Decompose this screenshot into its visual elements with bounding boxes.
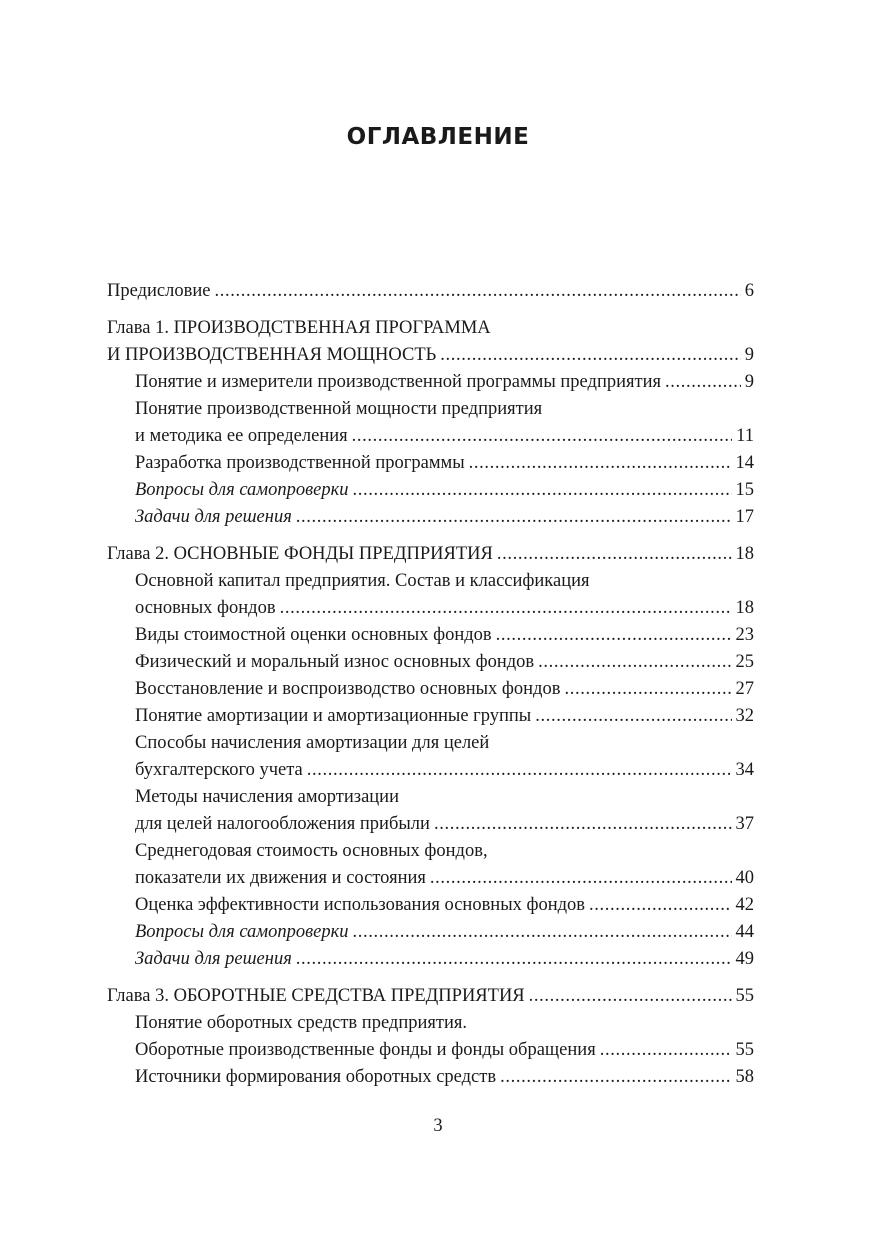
toc-page-number: 11 <box>736 426 754 446</box>
toc-chapter-entry[interactable] <box>107 541 754 568</box>
toc-page-number: 18 <box>735 598 754 618</box>
dot-leader <box>307 757 732 784</box>
toc-section-entry[interactable] <box>135 568 754 622</box>
toc-page-number: 25 <box>735 652 754 672</box>
toc-entry-title: Виды стоимостной оценки основных фондов <box>135 625 492 645</box>
toc-entry-title: основных фондов <box>135 598 276 618</box>
toc-entry-title-line: Способы начисления амортизации для целей <box>135 733 490 753</box>
toc-entry-title-line: Основной капитал предприятия. Состав и классификация <box>135 571 590 591</box>
toc-page-number: 42 <box>735 895 754 915</box>
toc-page-number: 55 <box>735 1040 754 1060</box>
toc-entry-title-line: Понятие оборотных средств предприятия. <box>135 1013 468 1033</box>
toc-page-number: 49 <box>735 949 754 969</box>
toc-section-entry[interactable] <box>135 649 754 676</box>
toc-entry-title: Глава 3. ОБОРОТНЫЕ СРЕДСТВА ПРЕДПРИЯТИЯ <box>107 986 525 1006</box>
toc-entry-title-line: Понятие производственной мощности предприятия <box>135 399 543 419</box>
toc-entry-title-line: Среднегодовая стоимость основных фондов, <box>135 841 488 861</box>
toc-section-entry[interactable] <box>135 919 754 946</box>
toc-section-entry[interactable] <box>135 730 754 784</box>
dot-leader <box>280 595 732 622</box>
toc-entry-title: показатели их движения и состояния <box>135 868 426 888</box>
toc-entry-title: Вопросы для самопроверки <box>135 922 349 942</box>
toc-page-number: 37 <box>735 814 754 834</box>
toc-section-entry[interactable] <box>135 703 754 730</box>
toc-page-number: 23 <box>735 625 754 645</box>
dot-leader <box>496 622 732 649</box>
toc-section-entry[interactable] <box>135 396 754 450</box>
toc-section-entry[interactable] <box>135 1064 754 1091</box>
toc-section-entry[interactable] <box>135 450 754 477</box>
toc-entry-title: Физический и моральный износ основных фондов <box>135 652 535 672</box>
toc-page-number: 27 <box>735 679 754 699</box>
toc-section-entry[interactable] <box>135 892 754 919</box>
toc-page-number: 58 <box>735 1067 754 1087</box>
toc-page-number: 15 <box>735 480 754 500</box>
toc-page-number: 34 <box>735 760 754 780</box>
toc-entry-title: Понятие амортизации и амортизационные группы <box>135 706 532 726</box>
toc-entry-title: Задачи для решения <box>135 949 292 969</box>
toc-entry-title: Глава 2. ОСНОВНЫЕ ФОНДЫ ПРЕДПРИЯТИЯ <box>107 544 493 564</box>
dot-leader <box>564 676 731 703</box>
toc-entry-title-line: Глава 1. ПРОИЗВОДСТВЕННАЯ ПРОГРАММА <box>107 318 491 338</box>
dot-leader <box>535 703 731 730</box>
toc-section-entry[interactable] <box>135 477 754 504</box>
toc-page-number: 55 <box>735 986 754 1006</box>
toc-chapter-entry[interactable] <box>107 315 754 369</box>
toc-section-entry[interactable] <box>135 946 754 973</box>
dot-leader <box>529 983 732 1010</box>
toc-entry-title: Оборотные производственные фонды и фонды обращения <box>135 1040 596 1060</box>
toc-entry-title: бухгалтерского учета <box>135 760 303 780</box>
dot-leader <box>440 342 740 369</box>
toc-entry-title: Восстановление и воспроизводство основных фондов <box>135 679 561 699</box>
toc-section-entry[interactable] <box>135 676 754 703</box>
dot-leader <box>296 946 732 973</box>
page-number: 3 <box>433 1116 443 1136</box>
toc-entry-title: И ПРОИЗВОДСТВЕННАЯ МОЩНОСТЬ <box>107 345 437 365</box>
dot-leader <box>296 504 732 531</box>
dot-leader <box>665 369 741 396</box>
dot-leader <box>497 541 732 568</box>
dot-leader <box>500 1064 731 1091</box>
page-title: ОГЛАВЛЕНИЕ <box>346 124 530 150</box>
toc-page-number: 18 <box>735 544 754 564</box>
toc-page-number: 9 <box>744 345 754 365</box>
toc-chapter-entry[interactable] <box>107 983 754 1010</box>
toc-section-entry[interactable] <box>135 504 754 531</box>
dot-leader <box>538 649 731 676</box>
toc-page-number: 9 <box>744 372 754 392</box>
toc-entry-title: Понятие и измерители производственной программы предприятия <box>135 372 661 392</box>
toc-entry-title: Вопросы для самопроверки <box>135 480 349 500</box>
toc-section-entry[interactable] <box>135 838 754 892</box>
toc-entry-title: Оценка эффективности использования основных фондов <box>135 895 586 915</box>
toc-section-entry[interactable] <box>135 784 754 838</box>
toc-entry-title: и методика ее определения <box>135 426 348 446</box>
dot-leader <box>589 892 731 919</box>
dot-leader <box>353 919 732 946</box>
toc-entry-title: для целей налогообложения прибыли <box>135 814 430 834</box>
toc-entry-title: Предисловие <box>107 281 211 301</box>
table-of-contents <box>107 278 754 1091</box>
dot-leader <box>214 278 740 305</box>
toc-page-number: 6 <box>744 281 754 301</box>
dot-leader <box>353 477 732 504</box>
toc-chapter-entry[interactable] <box>107 278 754 305</box>
toc-entry-title-line: Методы начисления амортизации <box>135 787 399 807</box>
toc-page-number: 17 <box>735 507 754 527</box>
toc-page-number: 40 <box>735 868 754 888</box>
toc-entry-title: Источники формирования оборотных средств <box>135 1067 497 1087</box>
dot-leader <box>469 450 732 477</box>
toc-section-entry[interactable] <box>135 622 754 649</box>
dot-leader <box>600 1037 732 1064</box>
dot-leader <box>430 865 732 892</box>
toc-section-entry[interactable] <box>135 369 754 396</box>
dot-leader <box>434 811 732 838</box>
toc-entry-title: Задачи для решения <box>135 507 292 527</box>
dot-leader <box>352 423 733 450</box>
toc-page-number: 14 <box>735 453 754 473</box>
toc-page-number: 44 <box>735 922 754 942</box>
toc-page-number: 32 <box>735 706 754 726</box>
toc-section-entry[interactable] <box>135 1010 754 1064</box>
toc-entry-title: Разработка производственной программы <box>135 453 465 473</box>
